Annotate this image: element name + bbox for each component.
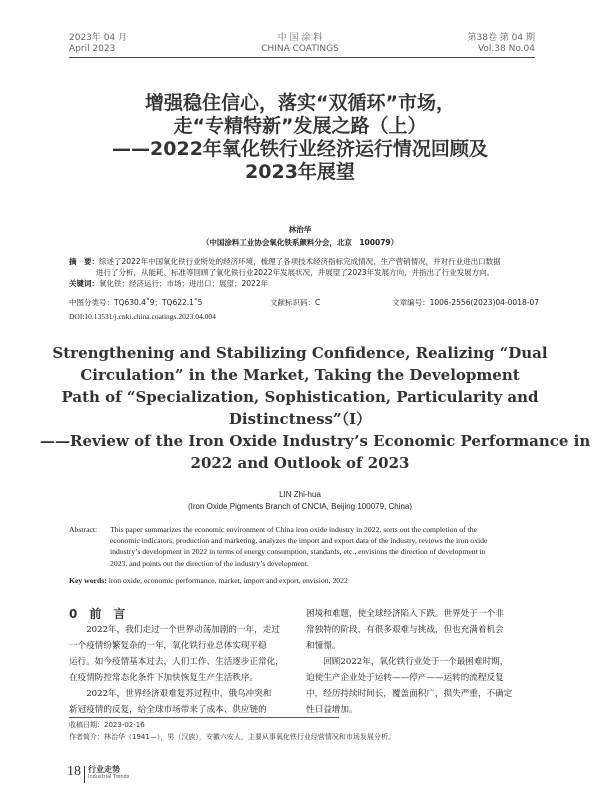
- body-line: 常独特的阶段，有很多艰难与挑战，但也充满着机会: [306, 625, 504, 635]
- body-line: 和憧憬。: [306, 641, 341, 651]
- author-en: LIN Zhi-hua: [279, 490, 321, 499]
- clc-label: 中图分类号：: [69, 298, 114, 307]
- abstract-en-line: This paper summarizes the economic environment of China iron oxide industry in 2022, sorts out the completion of the: [110, 525, 478, 534]
- abstract-cn-line: 进行了分析，从能耗、标准等回顾了氧化铁行业2022年发展状况，并展望了2023年发展方向，并指出了行业发展方向。: [96, 268, 495, 277]
- header-issue-cn: 第38卷 第 04 期: [467, 33, 535, 43]
- page-number: 18: [67, 764, 81, 779]
- title-cn-line: ——2022年氧化铁行业经济运行情况回顾及: [112, 138, 488, 160]
- header-journal-cn: 中 国 涂 料: [277, 33, 323, 43]
- article-number: [384, 297, 539, 308]
- affiliation-cn: （中国涂料工业协会氧化铁系颜料分会，北京 100079）: [201, 238, 399, 247]
- article-number-label: 文章编号：: [392, 298, 430, 307]
- article-number-value: 1006-2556(2023)04-0018-07: [429, 298, 539, 307]
- abstract-en-label: Abstract:: [69, 525, 98, 534]
- header-rule: [69, 57, 535, 58]
- title-en-line: Strengthening and Stabilizing Confidence, Realizing “Dual: [52, 344, 548, 362]
- header-date-cn: 2023年 04 月: [69, 33, 128, 43]
- body-line: 在疫情防控常态化条件下加快恢复生产生活秩序。: [69, 673, 259, 683]
- title-cn-line: 走“专精特新”发展之路（上）: [173, 115, 427, 137]
- title-en-line: Circulation” in the Market, Taking the Development: [80, 366, 520, 384]
- body-left-column: [69, 622, 295, 718]
- abstract-en-line: industry’s development in 2022 in terms of energy consumption, standards, etc., envisions the direction of development in: [110, 547, 486, 557]
- title-cn-line: 2023年展望: [245, 161, 355, 183]
- title-cn: [40, 92, 560, 184]
- body-line: 中，经历持续时间长，覆盖面积广，损失严重，不确定: [306, 689, 513, 699]
- body-line: 迫使生产企业处于运转——停产——运转的流程反复: [306, 673, 504, 683]
- section-heading: 0 前 言: [69, 607, 126, 621]
- body-line: 一个疫情纷繁复杂的一年，氧化铁行业总体实现平稳: [69, 641, 267, 651]
- title-en-line: Distinctness”（Ⅰ）: [228, 410, 372, 428]
- abstract-cn-label: 摘 要：: [69, 257, 99, 266]
- clc: [69, 297, 202, 308]
- abstract-en: [110, 524, 540, 569]
- keywords-cn: 氧化铁；经济运行；市场；进出口；展望；2022年: [99, 279, 269, 288]
- body-line: 2022年，世界经济艰难复苏过程中，俄乌冲突和: [69, 689, 272, 699]
- running-header-left: [69, 33, 127, 55]
- body-line: 回顾2022年，氧化铁行业处于一个最困难时期，: [306, 657, 509, 667]
- title-en-line: 2022 and Outlook of 2023: [190, 454, 410, 472]
- running-header-right: [400, 33, 535, 55]
- title-en-line: Path of “Specialization, Sophistication, Particularity and: [61, 388, 539, 406]
- running-header-center: [200, 33, 400, 55]
- author-cn: 林治华: [288, 225, 312, 234]
- header-issue-en: Vol.38 No.04: [477, 44, 535, 54]
- doi: DOI:10.13531/j.cnki.china.coatings.2023.04.004: [69, 312, 216, 321]
- affiliation-en: (Iron Oxide Pigments Branch of CNCIA, Beijing 100079, China): [187, 502, 413, 511]
- header-date-en: April 2023: [69, 44, 116, 54]
- keywords-en-text: iron oxide, economic performance, market, import and export, envision, 2022: [108, 576, 348, 585]
- title-cn-line: 增强稳住信心，落实“双循环”市场，: [145, 92, 455, 114]
- doc-code-label: 文献标识码：: [270, 298, 315, 307]
- keywords-en-label: Key words:: [69, 576, 107, 585]
- received-date: 收稿日期：2023-02-16: [69, 721, 145, 729]
- header-journal-en: CHINA COATINGS: [261, 44, 339, 54]
- keywords-cn-label: 关键词：: [69, 279, 99, 288]
- title-en: [40, 342, 591, 474]
- abstract-cn: [69, 256, 539, 289]
- title-en-line: ——Review of the Iron Oxide Industry’s Economic Performance in: [40, 432, 591, 450]
- clc-value: TQ630.4˚9；TQ622.1˚5: [114, 298, 203, 307]
- body-line: 性日益增加。: [306, 705, 358, 715]
- body-line: 新冠疫情的反复，给全球市场带来了成本、供应链的: [69, 705, 267, 715]
- body-line: 2022年，我们走过一个世界动荡加剧的一年，走过: [69, 625, 280, 635]
- body-line: 运行。如今疫情基本过去，人们工作、生活逐步正常化，: [69, 657, 284, 667]
- abstract-cn-line: 综述了2022年中国氧化铁行业所处的经济环境，梳理了各项技术经济指标完成情况、生产营销情况，并对行业进出口数据: [99, 257, 501, 266]
- footnote-rule: [69, 717, 339, 718]
- body-line: 困境和难题，使全球经济陷入下跌。世界处于一个非: [306, 609, 504, 619]
- footer-divider: [84, 766, 85, 783]
- footer-section-en: Industrial Trends: [88, 774, 130, 780]
- abstract-en-line: 2023, and points out the direction of the industry’s development.: [110, 558, 309, 568]
- doc-code-value: C: [315, 298, 321, 307]
- footer-section-cn: 行业走势: [88, 765, 120, 774]
- body-right-column: [306, 606, 539, 718]
- doc-code: [270, 297, 320, 308]
- keywords-en: [69, 575, 348, 586]
- author-info: 作者简介：林治华（1941—），男（汉族），安徽六安人，主要从事氧化铁行业经营情况和市场发展分析。: [69, 733, 395, 741]
- abstract-en-line: economic indicators, production and marketing, analyzes the import and export data of the industry, reviews the iron oxide: [110, 536, 488, 546]
